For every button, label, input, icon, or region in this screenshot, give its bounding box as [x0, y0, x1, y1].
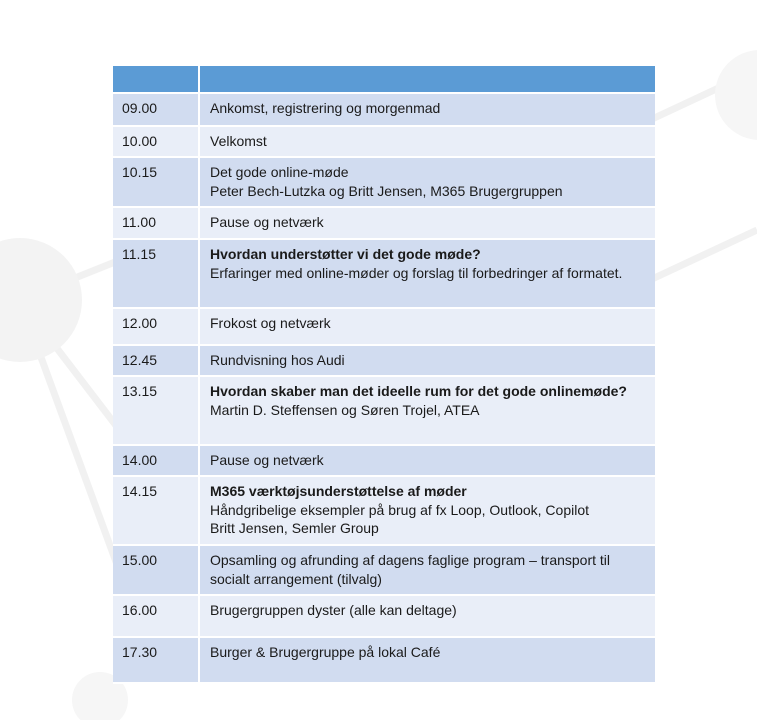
agenda-item-title: Det gode online-møde [210, 164, 349, 180]
agenda-time: 13.15 [122, 383, 158, 399]
agenda-time-cell [113, 208, 200, 240]
agenda-time: 14.15 [122, 483, 158, 499]
header-time-cell [113, 66, 200, 94]
agenda-item-detail: Erfaringer med online-møder og forslag til forbedringer af formatet. [210, 264, 623, 281]
agenda-item-title: Opsamling og afrunding af dagens faglige program – transport til socialt arrangement (tilvalg) [210, 552, 611, 587]
agenda-session-title: Hvordan understøtter vi det gode møde? [210, 246, 481, 262]
agenda-time: 11.15 [122, 246, 156, 262]
agenda-item-detail: Håndgribelige eksempler på brug af fx Loop, Outlook, Copilot [210, 501, 589, 518]
agenda-item-title: Rundvisning hos Audi [210, 352, 345, 368]
agenda-description-cell [200, 477, 655, 546]
agenda-time: 11.00 [122, 214, 156, 230]
agenda-row [113, 240, 655, 309]
agenda-item-title: Brugergruppen dyster (alle kan deltage) [210, 602, 457, 618]
agenda-time: 16.00 [122, 602, 158, 618]
agenda-time: 09.00 [122, 100, 158, 116]
agenda-time-cell [113, 346, 200, 377]
agenda-time-cell [113, 94, 200, 127]
agenda-time-cell [113, 127, 200, 158]
agenda-description-cell [200, 158, 655, 208]
agenda-time: 10.00 [122, 133, 158, 149]
agenda-item-title: Burger & Brugergruppe på lokal Café [210, 644, 441, 660]
agenda-row [113, 127, 655, 158]
agenda-item-detail: Britt Jensen, Semler Group [210, 520, 379, 536]
agenda-description-cell [200, 346, 655, 377]
agenda-description-cell [200, 127, 655, 158]
agenda-row [113, 596, 655, 638]
agenda-description-cell [200, 596, 655, 638]
agenda-time-cell [113, 477, 200, 546]
agenda-time-cell [113, 240, 200, 309]
agenda-time-cell [113, 446, 200, 477]
agenda-item-title: Frokost og netværk [210, 315, 331, 331]
agenda-description-cell [200, 638, 655, 684]
agenda-description-cell [200, 446, 655, 477]
agenda-row [113, 377, 655, 446]
agenda-time-cell [113, 158, 200, 208]
agenda-item-title: Pause og netværk [210, 214, 324, 230]
agenda-row [113, 346, 655, 377]
agenda-time: 15.00 [122, 552, 158, 568]
agenda-row [113, 309, 655, 346]
agenda-row [113, 208, 655, 240]
agenda-description-cell [200, 546, 655, 596]
agenda-header-row [113, 66, 655, 94]
agenda-time: 14.00 [122, 452, 158, 468]
agenda-table [113, 66, 655, 684]
agenda-time-cell [113, 377, 200, 446]
agenda-item-title: Ankomst, registrering og morgenmad [210, 100, 441, 116]
agenda-row [113, 546, 655, 596]
agenda-time: 12.45 [122, 352, 158, 368]
agenda-time: 10.15 [122, 164, 158, 180]
agenda-row [113, 446, 655, 477]
agenda-row [113, 94, 655, 127]
agenda-time: 12.00 [122, 315, 158, 331]
agenda-description-cell [200, 208, 655, 240]
agenda-description-cell [200, 377, 655, 446]
agenda-item-title: Velkomst [210, 133, 267, 149]
agenda-description-cell [200, 94, 655, 127]
agenda-session-title: Hvordan skaber man det ideelle rum for det gode onlinemøde? [210, 383, 627, 399]
agenda-session-title: M365 værktøjsunderstøttelse af møder [210, 483, 467, 499]
agenda-item-title: Pause og netværk [210, 452, 324, 468]
agenda-time-cell [113, 596, 200, 638]
agenda-time-cell [113, 638, 200, 684]
header-description-cell [200, 66, 655, 94]
agenda-item-detail: Martin D. Steffensen og Søren Trojel, ATEA [210, 401, 480, 418]
agenda-row [113, 477, 655, 546]
agenda-row [113, 638, 655, 684]
agenda-item-detail: Peter Bech-Lutzka og Britt Jensen, M365 Brugergruppen [210, 182, 563, 199]
agenda-time-cell [113, 309, 200, 346]
agenda-time-cell [113, 546, 200, 596]
agenda-row [113, 158, 655, 208]
agenda-description-cell [200, 240, 655, 309]
agenda-description-cell [200, 309, 655, 346]
agenda-time: 17.30 [122, 644, 158, 660]
